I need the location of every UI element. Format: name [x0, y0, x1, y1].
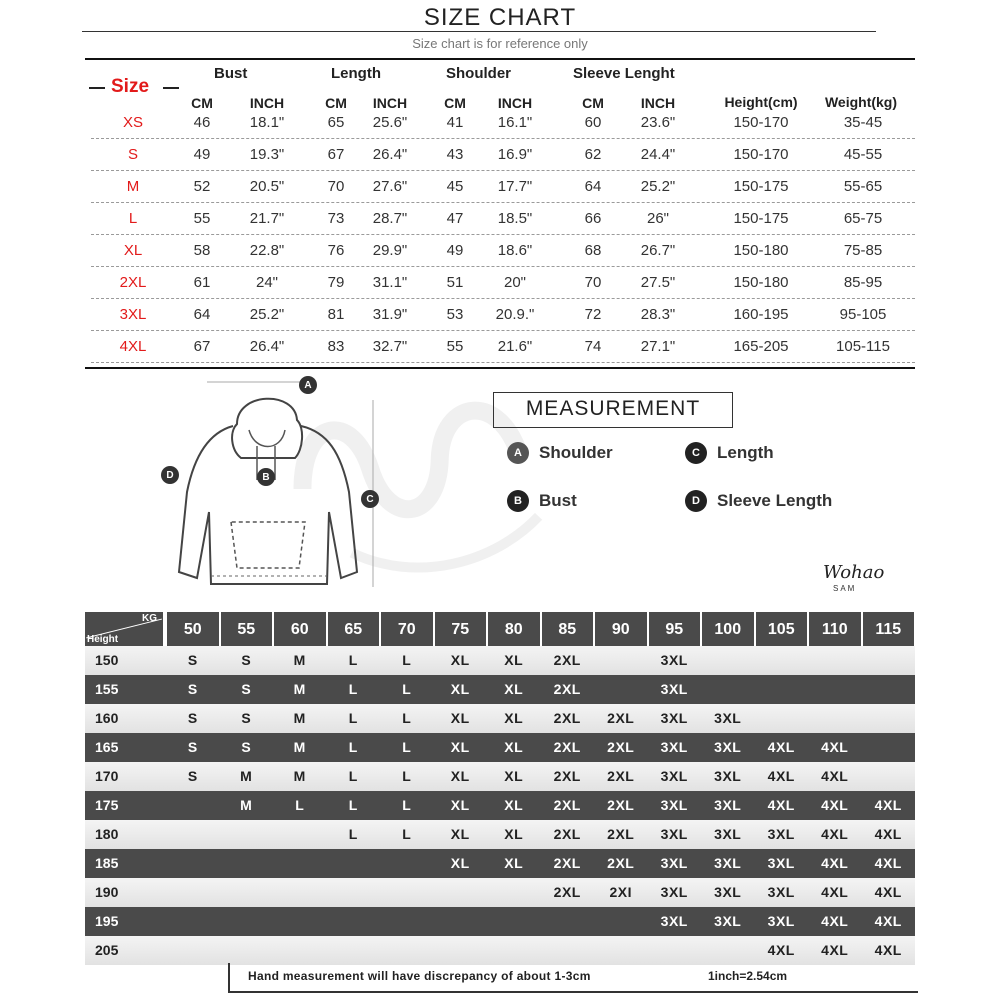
bust-cm-header: CM — [191, 95, 213, 111]
measure-cell: 21.7" — [249, 210, 285, 227]
measure-cell: 27.6" — [372, 178, 408, 195]
size-cell: S — [241, 652, 252, 668]
table-row — [85, 139, 915, 171]
size-cell: M — [293, 710, 306, 726]
measure-cell: 31.9" — [372, 306, 408, 323]
measure-cell: 55 — [446, 338, 464, 355]
weight-header: 115 — [863, 612, 915, 646]
size-cell: 3XL — [714, 768, 742, 784]
measure-cell: 46 — [193, 114, 211, 131]
inch-conversion: 1inch=2.54cm — [708, 969, 788, 983]
size-cell: S — [187, 739, 198, 755]
measure-cell: 26" — [646, 210, 669, 227]
grid-row — [85, 733, 915, 762]
grid-row — [85, 820, 915, 849]
size-cell: 4XL — [821, 768, 849, 784]
measure-cell: 19.3" — [249, 146, 285, 163]
size-cell: 3XL — [660, 652, 688, 668]
weight-header: 75 — [435, 612, 487, 646]
bust-inch-header: INCH — [249, 95, 285, 111]
size-cell: S — [241, 681, 252, 697]
size-cell: XS — [122, 114, 143, 131]
size-cell: XL — [504, 710, 524, 726]
measure-cell: 26.7" — [640, 242, 676, 259]
size-cell: XL — [450, 855, 470, 871]
page-title: SIZE CHART — [423, 4, 577, 31]
size-cell: 3XL — [714, 884, 742, 900]
size-cell: 4XL — [874, 913, 902, 929]
size-cell: 2XL — [553, 681, 581, 697]
measure-cell: 25.6" — [372, 114, 408, 131]
size-cell: XL — [504, 855, 524, 871]
height-cell: 165 — [95, 739, 119, 755]
measure-cell: 70 — [327, 178, 345, 195]
size-cell: XL — [450, 652, 470, 668]
weight-header: 90 — [595, 612, 647, 646]
size-dash-left — [89, 87, 105, 89]
badge-a-icon: A — [507, 442, 529, 464]
measure-cell: 28.7" — [372, 210, 408, 227]
marker-c-icon: C — [361, 490, 379, 508]
height-cell: 205 — [95, 942, 119, 958]
measure-cell: 47 — [446, 210, 464, 227]
size-cell: 2XL — [553, 797, 581, 813]
badge-c-icon: C — [685, 442, 707, 464]
measure-cell: 65 — [327, 114, 345, 131]
height-cell: 155 — [95, 681, 119, 697]
grid-row — [85, 791, 915, 820]
table-row — [85, 203, 915, 235]
size-cell: S — [241, 710, 252, 726]
size-cell: 2XL — [553, 739, 581, 755]
size-cell: L — [295, 797, 305, 813]
weight-header: 70 — [381, 612, 433, 646]
measure-cell: 23.6" — [640, 114, 676, 131]
size-cell: S — [187, 710, 198, 726]
height-cell: 185 — [95, 855, 119, 871]
size-cell: L — [402, 681, 412, 697]
sleeve-inch-header: INCH — [640, 95, 676, 111]
measure-cell: 41 — [446, 114, 464, 131]
weight-header: 100 — [702, 612, 754, 646]
legend-shoulder — [507, 442, 613, 464]
size-cell: S — [187, 768, 198, 784]
measure-cell: 22.8" — [249, 242, 285, 259]
measure-cell: 150-170 — [733, 146, 789, 163]
size-cell: 3XL — [767, 884, 795, 900]
size-cell: L — [348, 739, 358, 755]
size-cell: XL — [504, 739, 524, 755]
grid-row — [85, 907, 915, 936]
legend-label: Bust — [539, 491, 577, 510]
size-cell: XL — [450, 826, 470, 842]
size-cell: L — [348, 681, 358, 697]
shoulder-header: Shoulder — [446, 65, 512, 82]
size-cell: 3XL — [660, 768, 688, 784]
size-cell: M — [293, 768, 306, 784]
measure-cell: 43 — [446, 146, 464, 163]
size-cell: 3XL — [714, 710, 742, 726]
measure-cell: 55 — [193, 210, 211, 227]
brand-logo: Wohao — [823, 562, 885, 583]
size-cell: L — [402, 797, 412, 813]
measure-cell: 49 — [193, 146, 211, 163]
measure-cell: 85-95 — [843, 274, 883, 291]
legend-bust — [507, 490, 577, 512]
size-cell: 2XL — [607, 739, 635, 755]
size-cell: L — [402, 768, 412, 784]
table-row — [85, 331, 915, 363]
measure-cell: 18.6" — [497, 242, 533, 259]
measure-cell: 150-175 — [733, 210, 789, 227]
footer-note-box — [228, 963, 918, 993]
size-cell: M — [293, 739, 306, 755]
size-cell: 3XL — [660, 739, 688, 755]
size-cell: 3XL — [660, 826, 688, 842]
size-cell: 4XL — [821, 913, 849, 929]
measure-cell: 20" — [503, 274, 526, 291]
measure-cell: 58 — [193, 242, 211, 259]
measure-cell: 150-170 — [733, 114, 789, 131]
size-dash-right — [163, 87, 179, 89]
badge-d-icon: D — [685, 490, 707, 512]
table-row — [85, 107, 915, 139]
grid-row — [85, 646, 915, 675]
size-cell: S — [187, 652, 198, 668]
size-cell: 4XL — [821, 855, 849, 871]
size-cell: L — [402, 710, 412, 726]
table-row — [85, 171, 915, 203]
size-cell: 4XL — [821, 739, 849, 755]
size-cell: M — [293, 681, 306, 697]
marker-a-icon: A — [299, 376, 317, 394]
size-cell: 2XL — [607, 797, 635, 813]
measure-cell: 27.5" — [640, 274, 676, 291]
size-cell: 2XL — [607, 855, 635, 871]
size-cell: 2XL — [553, 768, 581, 784]
size-cell: S — [127, 146, 138, 163]
size-cell: 4XL — [874, 942, 902, 958]
size-cell: 3XL — [767, 826, 795, 842]
grid-row — [85, 878, 915, 907]
size-cell: S — [187, 681, 198, 697]
measure-cell: 26.4" — [249, 338, 285, 355]
size-cell: 4XL — [767, 797, 795, 813]
measure-cell: 150-180 — [733, 242, 789, 259]
measure-cell: 72 — [584, 306, 602, 323]
height-cell: 175 — [95, 797, 119, 813]
measure-cell: 61 — [193, 274, 211, 291]
measure-cell: 67 — [327, 146, 345, 163]
measure-cell: 17.7" — [497, 178, 533, 195]
measure-cell: 81 — [327, 306, 345, 323]
measure-cell: 24.4" — [640, 146, 676, 163]
legend-length — [685, 442, 774, 464]
measure-cell: 60 — [584, 114, 602, 131]
title-rule — [82, 31, 876, 32]
measure-cell: 68 — [584, 242, 602, 259]
size-table — [85, 56, 915, 370]
size-cell: M — [240, 768, 253, 784]
sleeve-header: Sleeve Lenght — [573, 65, 675, 82]
marker-d-icon: D — [161, 466, 179, 484]
grid-row — [85, 849, 915, 878]
legend-label: Shoulder — [539, 443, 613, 462]
size-cell: L — [348, 826, 358, 842]
size-column-header: Size — [111, 76, 150, 97]
height-header: Height(cm) — [724, 94, 798, 110]
size-cell: XL — [504, 768, 524, 784]
measure-cell: 49 — [446, 242, 464, 259]
size-cell: 2XL — [607, 768, 635, 784]
measurement-disclaimer: Hand measurement will have discrepancy of about 1-3cm — [248, 969, 591, 983]
measure-cell: 24" — [255, 274, 278, 291]
size-cell: 2XL — [553, 826, 581, 842]
measure-cell: 165-205 — [733, 338, 789, 355]
grid-row — [85, 762, 915, 791]
size-cell: 3XL — [714, 855, 742, 871]
size-cell: 4XL — [767, 768, 795, 784]
measure-cell: 51 — [446, 274, 464, 291]
height-cell: 180 — [95, 826, 119, 842]
size-cell: XL — [504, 681, 524, 697]
size-cell: L — [402, 652, 412, 668]
measure-cell: 65-75 — [843, 210, 883, 227]
size-cell: XL — [450, 768, 470, 784]
legend-label: Length — [717, 443, 774, 462]
weight-header: 85 — [542, 612, 594, 646]
measure-cell: 55-65 — [843, 178, 883, 195]
height-cell: 160 — [95, 710, 119, 726]
table-top-rule — [85, 58, 915, 60]
weight-header: 95 — [649, 612, 701, 646]
height-cell: 190 — [95, 884, 119, 900]
measure-cell: 20.5" — [249, 178, 285, 195]
size-cell: XL — [504, 652, 524, 668]
weight-header: 60 — [274, 612, 326, 646]
weight-header: 65 — [328, 612, 380, 646]
sleeve-cm-header: CM — [582, 95, 604, 111]
measure-cell: 52 — [193, 178, 211, 195]
measure-cell: 27.1" — [640, 338, 676, 355]
size-cell: L — [348, 797, 358, 813]
size-cell: L — [348, 710, 358, 726]
grid-corner — [85, 612, 163, 646]
size-cell: 4XL — [874, 797, 902, 813]
size-cell: XL — [504, 826, 524, 842]
measure-cell: 150-180 — [733, 274, 789, 291]
measure-cell: 53 — [446, 306, 464, 323]
table-row — [85, 267, 915, 299]
table-bottom-rule — [85, 367, 915, 369]
height-cell: 195 — [95, 913, 119, 929]
size-cell: 2XL — [553, 855, 581, 871]
size-cell: 4XL — [821, 942, 849, 958]
shoulder-cm-header: CM — [444, 95, 466, 111]
length-inch-header: INCH — [372, 95, 408, 111]
table-row — [85, 235, 915, 267]
height-weight-grid — [85, 612, 915, 962]
measure-cell: 105-115 — [836, 338, 890, 355]
measure-cell: 25.2" — [249, 306, 285, 323]
measurement-diagram — [85, 372, 915, 604]
measure-cell: 70 — [584, 274, 602, 291]
measure-cell: 95-105 — [839, 306, 887, 323]
size-cell: 2XI — [609, 884, 632, 900]
size-cell: 4XL — [119, 338, 147, 355]
measure-cell: 75-85 — [843, 242, 883, 259]
measure-cell: 64 — [584, 178, 602, 195]
size-cell: L — [402, 739, 412, 755]
legend-label: Sleeve Length — [717, 491, 833, 510]
measure-cell: 28.3" — [640, 306, 676, 323]
measure-cell: 160-195 — [733, 306, 789, 323]
size-cell: XL — [123, 242, 143, 259]
hoodie-illustration-icon — [145, 372, 405, 604]
size-cell: 4XL — [821, 826, 849, 842]
measure-cell: 16.1" — [497, 114, 533, 131]
size-cell: 4XL — [874, 826, 902, 842]
measure-cell: 20.9." — [495, 306, 535, 323]
size-cell: 3XL — [767, 913, 795, 929]
size-cell: 3XL — [660, 884, 688, 900]
measure-cell: 76 — [327, 242, 345, 259]
weight-header: 80 — [488, 612, 540, 646]
length-header: Length — [331, 65, 381, 82]
size-cell: 3XL — [660, 913, 688, 929]
size-cell: 2XL — [119, 274, 147, 291]
size-cell: XL — [450, 739, 470, 755]
measure-cell: 74 — [584, 338, 602, 355]
bust-header: Bust — [214, 65, 248, 82]
size-cell: 4XL — [821, 797, 849, 813]
measure-cell: 64 — [193, 306, 211, 323]
size-cell: S — [241, 739, 252, 755]
weight-header: 50 — [167, 612, 219, 646]
row-separator — [91, 362, 915, 363]
size-cell: 3XL — [660, 681, 688, 697]
weight-header: 55 — [221, 612, 273, 646]
measurement-title: MEASUREMENT — [493, 392, 733, 428]
shoulder-inch-header: INCH — [497, 95, 533, 111]
size-cell: XL — [450, 710, 470, 726]
brand-logo-sub: SAM — [833, 584, 857, 593]
size-cell: L — [402, 826, 412, 842]
size-cell: M — [126, 178, 140, 195]
measure-cell: 62 — [584, 146, 602, 163]
measure-cell: 31.1" — [372, 274, 408, 291]
measure-cell: 67 — [193, 338, 211, 355]
badge-b-icon: B — [507, 490, 529, 512]
height-label: Height — [87, 634, 119, 645]
size-cell: L — [348, 652, 358, 668]
size-cell: 2XL — [553, 710, 581, 726]
size-cell: XL — [450, 797, 470, 813]
size-cell: 3XL — [660, 710, 688, 726]
weight-header: Weight(kg) — [824, 94, 898, 110]
size-cell: 4XL — [874, 855, 902, 871]
measure-cell: 21.6" — [497, 338, 533, 355]
measure-cell: 45-55 — [843, 146, 883, 163]
measure-cell: 79 — [327, 274, 345, 291]
marker-b-icon: B — [257, 468, 275, 486]
size-cell: L — [348, 768, 358, 784]
grid-row — [85, 704, 915, 733]
measure-cell: 32.7" — [372, 338, 408, 355]
measure-cell: 45 — [446, 178, 464, 195]
size-cell: XL — [450, 681, 470, 697]
measure-cell: 18.1" — [249, 114, 285, 131]
measure-cell: 25.2" — [640, 178, 676, 195]
size-cell: 3XL — [714, 913, 742, 929]
page-subtitle: Size chart is for reference only — [412, 36, 588, 51]
measure-cell: 29.9" — [372, 242, 408, 259]
size-cell: M — [240, 797, 253, 813]
size-cell: 3XL — [714, 797, 742, 813]
measure-cell: 73 — [327, 210, 345, 227]
size-cell: 4XL — [767, 739, 795, 755]
size-cell: 2XL — [553, 884, 581, 900]
size-cell: 3XL — [660, 855, 688, 871]
height-cell: 150 — [95, 652, 119, 668]
kg-label: KG — [142, 613, 157, 624]
size-cell: 3XL — [660, 797, 688, 813]
size-cell: 3XL — [714, 739, 742, 755]
size-cell: 4XL — [767, 942, 795, 958]
height-cell: 170 — [95, 768, 119, 784]
measure-cell: 35-45 — [843, 114, 883, 131]
weight-header: 105 — [756, 612, 808, 646]
size-cell: 3XL — [714, 826, 742, 842]
size-cell: 3XL — [119, 306, 147, 323]
measure-cell: 150-175 — [733, 178, 789, 195]
size-cell: M — [293, 652, 306, 668]
size-cell: L — [128, 210, 138, 227]
measure-cell: 66 — [584, 210, 602, 227]
measure-cell: 26.4" — [372, 146, 408, 163]
size-cell: 4XL — [821, 884, 849, 900]
size-cell: 2XL — [607, 710, 635, 726]
size-cell: 2XL — [553, 652, 581, 668]
grid-row — [85, 675, 915, 704]
size-cell: 4XL — [874, 884, 902, 900]
legend-sleeve — [685, 490, 832, 512]
weight-header: 110 — [809, 612, 861, 646]
measure-cell: 18.5" — [497, 210, 533, 227]
size-cell: 3XL — [767, 855, 795, 871]
length-cm-header: CM — [325, 95, 347, 111]
grid-row — [85, 936, 915, 965]
measure-cell: 83 — [327, 338, 345, 355]
size-cell: 2XL — [607, 826, 635, 842]
table-row — [85, 299, 915, 331]
size-cell: XL — [504, 797, 524, 813]
measure-cell: 16.9" — [497, 146, 533, 163]
